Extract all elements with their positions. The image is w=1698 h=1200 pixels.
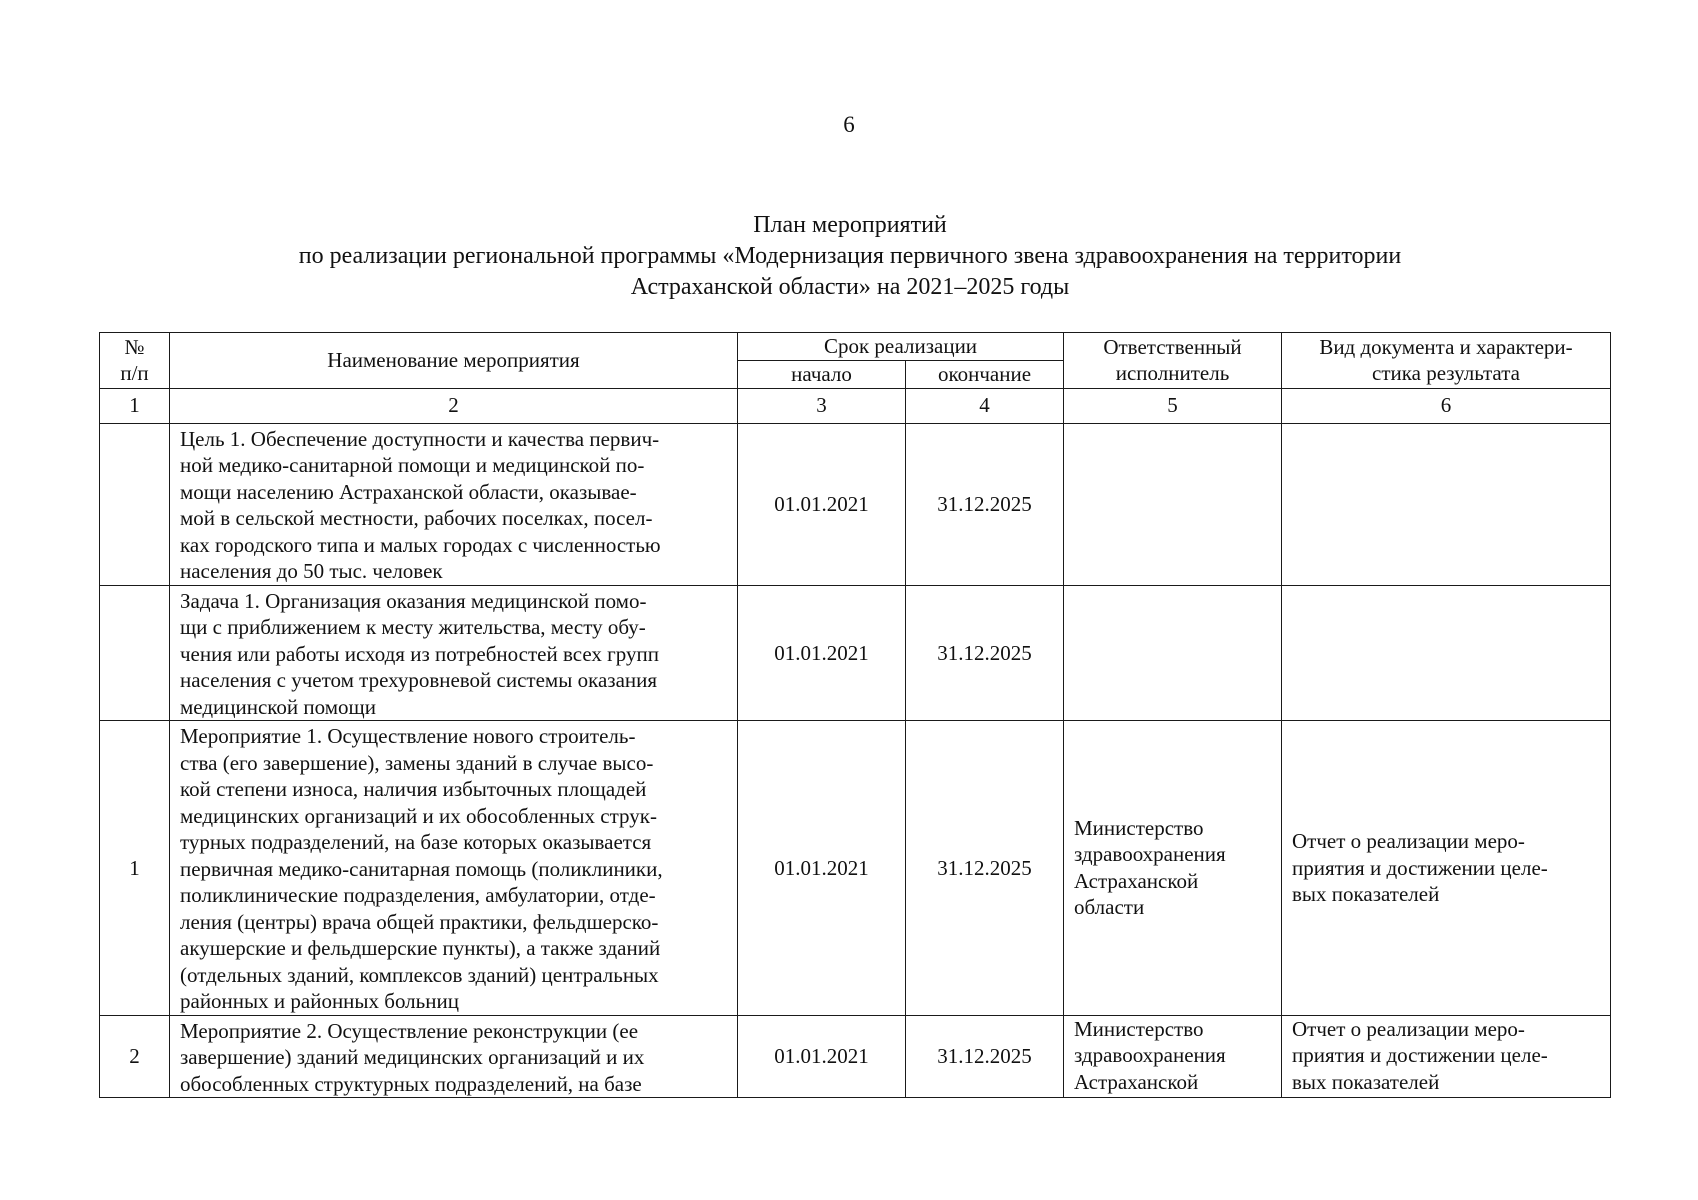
plan-table [99,332,1611,1098]
header-document: Вид документа и характери- стика результата [1282,333,1611,389]
row-number-cell [100,423,170,585]
cell-text-line: кой степени износа, наличия избыточных площадей [180,777,647,801]
cell-text-line: ления (центры) врача общей практики, фельдшерско- [180,909,659,934]
responsible-cell [1064,1015,1282,1098]
cell-text-line: населения до 50 тыс. человек [180,559,443,583]
column-number: 1 [100,388,170,423]
cell-text-line: первичная медико-санитарная помощь (поликлиники, [180,856,663,881]
responsible-cell [1064,423,1282,585]
cell-text-line: Отчет о реализации меро- [1292,1016,1525,1041]
cell-text-line: мой в сельской местности, рабочих поселках, посел- [180,506,653,530]
page-number: 6 [843,112,855,137]
cell-text-line: Задача 1. Организация оказания медицинской помо- [180,588,647,613]
cell-text-line: мощи населению Астраханской области, оказывае- [180,479,637,504]
cell-text-line: приятия и достижении целе- [1292,855,1548,880]
header-responsible: Ответственный исполнитель [1064,333,1282,389]
cell-text-line: Астраханской [1074,1069,1199,1094]
result-document-cell [1282,1015,1611,1098]
cell-text-line: чения или работы исходя из потребностей всех групп [180,641,659,666]
result-document-cell [1282,721,1611,1016]
cell-text-line: акушерские и фельдшерские пункты), а также зданий [180,936,661,960]
cell-text-line: поликлинические подразделения, амбулатории, отде- [180,883,656,907]
column-number: 3 [738,388,906,423]
row-number-cell: 1 [100,721,170,1016]
activity-name-cell [170,423,738,585]
cell-text-line: вых показателей [1292,1069,1440,1094]
start-date-cell: 01.01.2021 [738,423,906,585]
activity-name-cell [170,721,738,1016]
table-row [100,585,1611,721]
cell-text-line: здравоохранения [1074,1043,1226,1067]
cell-text-line: Астраханской [1074,868,1199,893]
cell-text-line: Отчет о реализации меро- [1292,829,1525,853]
cell-text-line: турных подразделений, на базе которых оказывается [180,830,652,854]
header-start: начало [738,361,906,389]
column-number: 2 [170,388,738,423]
cell-text-line: районных и районных больниц [180,989,459,1013]
cell-text-line: медицинских организаций и их обособленных струк- [180,803,657,828]
cell-text-line: Министерство [1074,815,1204,840]
title-line-3: Астраханской области» на 2021–2025 годы [630,274,1070,300]
cell-text-line: обособленных структурных подразделений, на базе [180,1071,642,1096]
cell-text-line: медицинской помощи [180,694,376,719]
end-date-cell: 31.12.2025 [906,423,1064,585]
end-date-cell: 31.12.2025 [906,585,1064,721]
column-number: 6 [1282,388,1611,423]
responsible-cell [1064,721,1282,1016]
cell-text-line: приятия и достижении целе- [1292,1043,1548,1067]
table-row [100,1015,1611,1098]
cell-text-line: (отдельных зданий, комплексов зданий) центральных [180,962,659,987]
title-line-1: План мероприятий [753,212,947,238]
header-name: Наименование мероприятия [170,333,738,389]
cell-text-line: ках городского типа и малых городах с численностью [180,532,661,557]
start-date-cell: 01.01.2021 [738,585,906,721]
cell-text-line: ной медико-санитарной помощи и медицинской по- [180,453,645,477]
cell-text-line: вых показателей [1292,882,1440,906]
header-end: окончание [906,361,1064,389]
table-row [100,423,1611,585]
cell-text-line: ства (его завершение), замены зданий в случае высо- [180,750,654,775]
cell-text-line: Цель 1. Обеспечение доступности и качества первич- [180,426,660,451]
end-date-cell: 31.12.2025 [906,1015,1064,1098]
title-line-2: по реализации региональной программы «Модернизация первичного звена здравоохранения на территории [298,243,1402,269]
column-number: 4 [906,388,1064,423]
responsible-cell [1064,585,1282,721]
table-row [100,721,1611,1016]
start-date-cell: 01.01.2021 [738,721,906,1016]
end-date-cell: 31.12.2025 [906,721,1064,1016]
cell-text-line: щи с приближением к месту жительства, месту обу- [180,615,646,639]
column-number: 5 [1064,388,1282,423]
cell-text-line: Мероприятие 2. Осуществление реконструкции (ее [180,1018,639,1043]
activity-name-cell [170,1015,738,1098]
cell-text-line: Мероприятие 1. Осуществление нового строитель- [180,724,636,748]
result-document-cell [1282,585,1611,721]
start-date-cell: 01.01.2021 [738,1015,906,1098]
result-document-cell [1282,423,1611,585]
table-header-row [100,333,1611,361]
header-period: Срок реализации [738,333,1064,361]
header-number: № п/п [100,333,170,389]
cell-text-line: населения с учетом трехуровневой системы оказания [180,668,658,692]
cell-text-line: здравоохранения [1074,842,1226,867]
row-number-cell: 2 [100,1015,170,1098]
activity-name-cell [170,585,738,721]
cell-text-line: области [1074,895,1145,920]
row-number-cell [100,585,170,721]
column-numbers-row [100,388,1611,423]
cell-text-line: завершение) зданий медицинских организаций и их [180,1045,645,1069]
cell-text-line: Министерство [1074,1016,1204,1041]
document-title [100,210,1600,303]
